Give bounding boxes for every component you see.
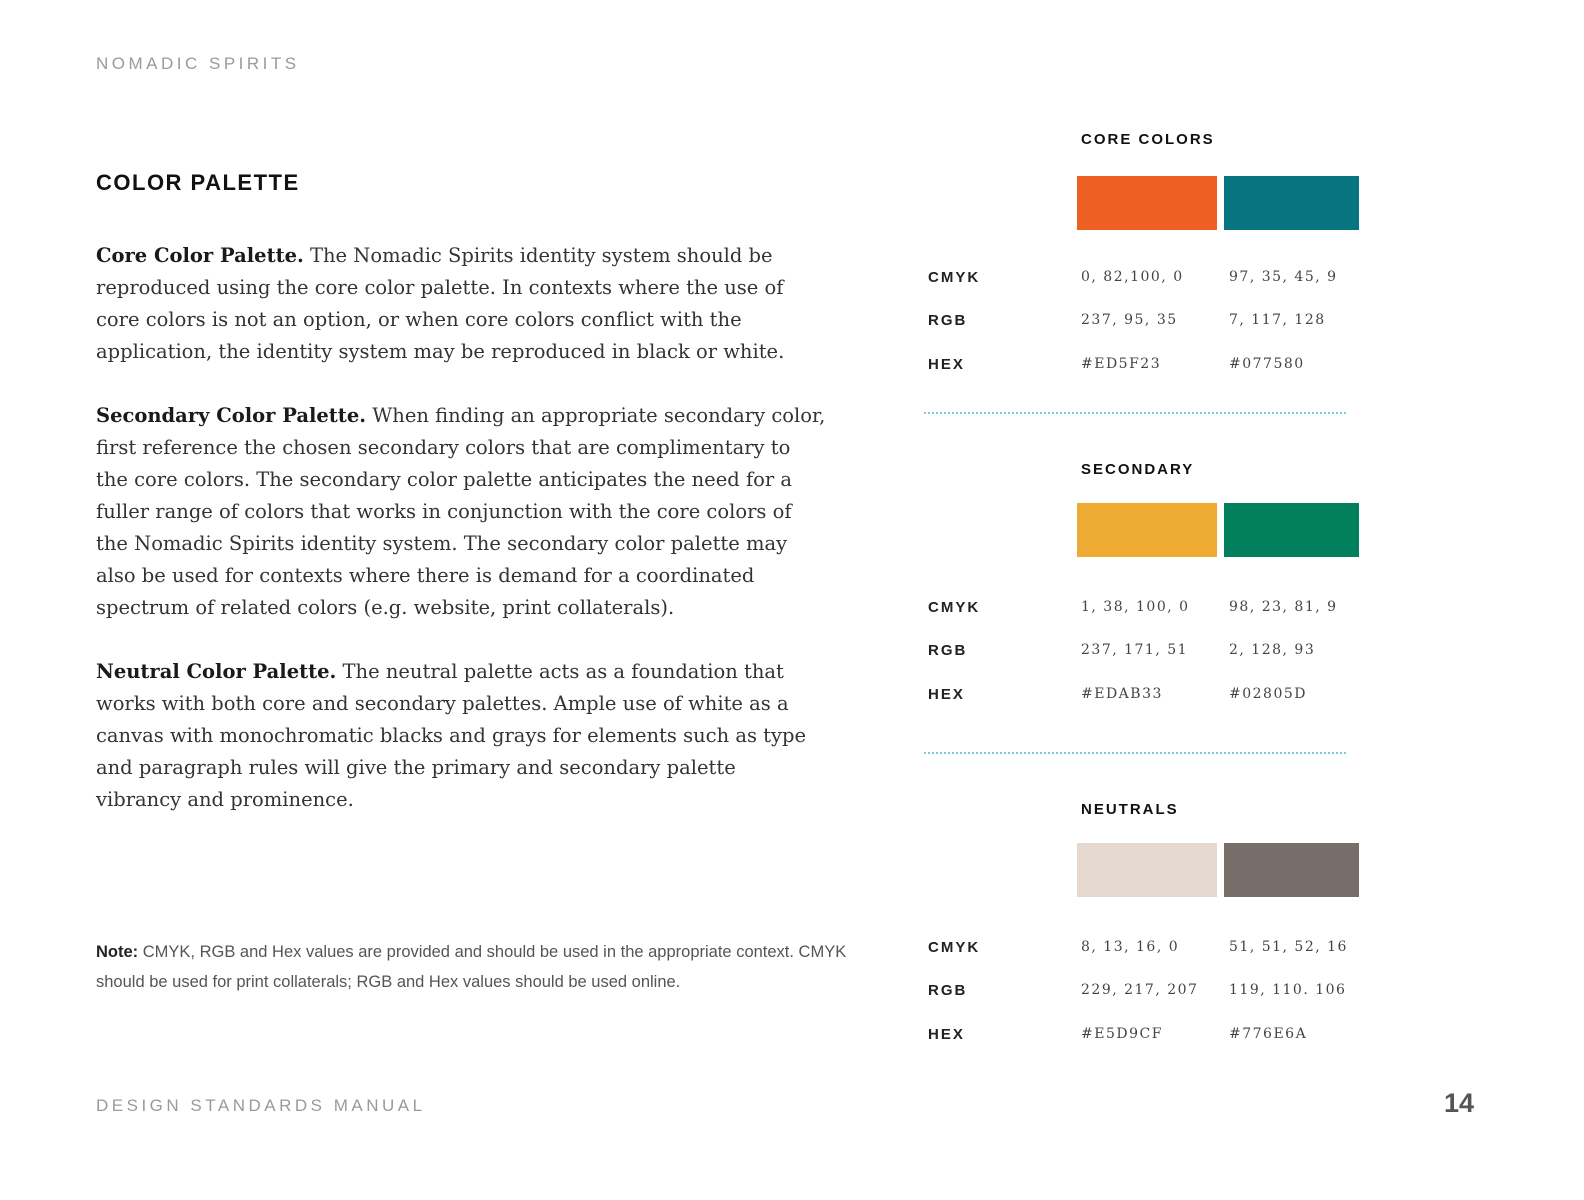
rgb-value: 119, 110. 106 <box>1229 982 1347 998</box>
hex-value: #ED5F23 <box>1081 356 1162 372</box>
dotted-divider <box>924 412 1346 414</box>
dotted-divider <box>924 752 1346 754</box>
swatch-core-1 <box>1077 176 1217 230</box>
hex-value: #E5D9CF <box>1081 1026 1163 1042</box>
page-title: COLOR PALETTE <box>96 170 300 195</box>
cmyk-value: 8, 13, 16, 0 <box>1081 939 1180 955</box>
cmyk-value: 97, 35, 45, 9 <box>1229 269 1338 285</box>
brand-name: NOMADIC SPIRITS <box>96 54 300 73</box>
footer-manual-title: DESIGN STANDARDS MANUAL <box>96 1096 426 1115</box>
page-number: 14 <box>1443 1088 1474 1118</box>
paragraph-text: The neutral palette acts as a foundation that works with both core and secondary palettes. Ample use of white as a canvas with monochromatic blacks and grays for elements such as type and paragraph rules will give the primary and secondary palette vibrancy and prominence. <box>96 660 807 811</box>
rgb-row <box>928 312 1368 334</box>
rgb-value: 2, 128, 93 <box>1229 642 1316 658</box>
cmyk-label: CMYK <box>928 599 981 616</box>
hex-label: HEX <box>928 1026 965 1043</box>
paragraph-lead: Core Color Palette. <box>96 244 304 267</box>
hex-value: #02805D <box>1229 686 1307 702</box>
paragraph-lead: Secondary Color Palette. <box>96 404 367 427</box>
cmyk-label: CMYK <box>928 269 981 286</box>
neutral-colors-group <box>928 801 1368 1051</box>
hex-value: #EDAB33 <box>1081 686 1163 702</box>
note-text: CMYK, RGB and Hex values are provided and should be used in the appropriate context. CMYK should be used for print collaterals; RGB and Hex values should be used online. <box>96 943 847 991</box>
swatch-secondary-2 <box>1224 503 1359 557</box>
rgb-value: 237, 95, 35 <box>1081 312 1178 328</box>
secondary-colors-group <box>928 461 1368 711</box>
cmyk-label: CMYK <box>928 939 981 956</box>
cmyk-value: 0, 82,100, 0 <box>1081 269 1184 285</box>
group-title: CORE COLORS <box>1081 131 1215 148</box>
rgb-row <box>928 642 1368 664</box>
core-colors-group <box>928 131 1368 381</box>
hex-row <box>928 686 1368 708</box>
rgb-value: 237, 171, 51 <box>1081 642 1189 658</box>
rgb-value: 7, 117, 128 <box>1229 312 1326 328</box>
paragraph-core <box>96 240 826 368</box>
body-copy <box>96 240 826 848</box>
rgb-row <box>928 982 1368 1004</box>
hex-value: #776E6A <box>1229 1026 1308 1042</box>
rgb-label: RGB <box>928 642 968 659</box>
hex-label: HEX <box>928 686 965 703</box>
note <box>96 937 856 997</box>
swatch-neutral-1 <box>1077 843 1217 897</box>
swatch-neutral-2 <box>1224 843 1359 897</box>
group-title: NEUTRALS <box>1081 801 1179 818</box>
note-lead: Note: <box>96 943 139 961</box>
cmyk-row <box>928 269 1368 291</box>
paragraph-secondary <box>96 400 826 624</box>
hex-row <box>928 1026 1368 1048</box>
cmyk-value: 98, 23, 81, 9 <box>1229 599 1338 615</box>
cmyk-value: 51, 51, 52, 16 <box>1229 939 1348 955</box>
group-title: SECONDARY <box>1081 461 1195 478</box>
hex-value: #077580 <box>1229 356 1305 372</box>
hex-label: HEX <box>928 356 965 373</box>
swatch-core-2 <box>1224 176 1359 230</box>
rgb-label: RGB <box>928 312 968 329</box>
paragraph-lead: Neutral Color Palette. <box>96 660 337 683</box>
paragraph-neutral <box>96 656 826 816</box>
paragraph-text: When finding an appropriate secondary color, first reference the chosen secondary colors that are complimentary to the core colors. The secondary color palette anticipates the need for a fuller range of colors that works in conjunction with the core colors of the Nomadic Spirits identity system. The secondary color palette may also be used for contexts where there is demand for a coordinated spectrum of related colors (e.g. website, print collaterals). <box>96 404 826 619</box>
cmyk-row <box>928 939 1368 961</box>
cmyk-row <box>928 599 1368 621</box>
cmyk-value: 1, 38, 100, 0 <box>1081 599 1190 615</box>
rgb-label: RGB <box>928 982 968 999</box>
hex-row <box>928 356 1368 378</box>
paragraph-text: The Nomadic Spirits identity system should be reproduced using the core color palette. In contexts where the use of core colors is not an option, or when core colors conflict with the application, the identity system may be reproduced in black or white. <box>96 244 785 363</box>
rgb-value: 229, 217, 207 <box>1081 982 1199 998</box>
swatch-secondary-1 <box>1077 503 1217 557</box>
